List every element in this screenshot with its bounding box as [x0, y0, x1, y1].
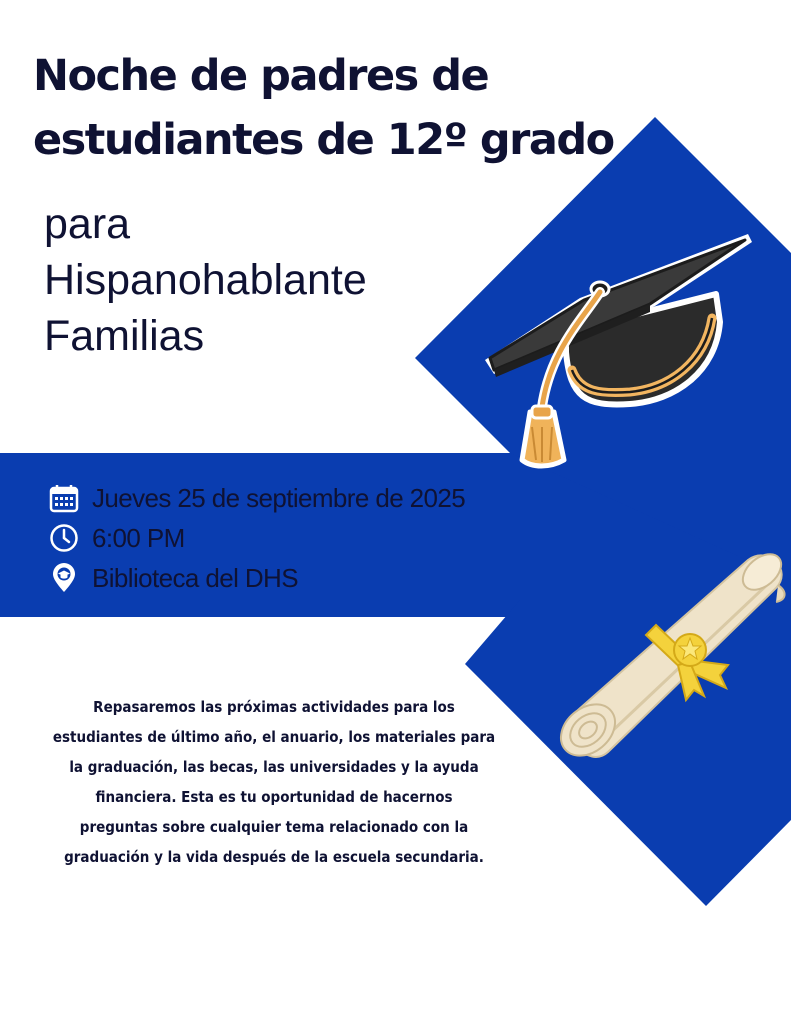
description-line: graduación y la vida después de la escuela secundaria. — [64, 848, 484, 866]
calendar-icon — [48, 482, 80, 514]
description-line: Repasaremos las próximas actividades para los — [93, 698, 455, 716]
graduation-cap-icon — [480, 222, 760, 482]
subtitle-line: para — [44, 200, 131, 248]
event-info — [48, 478, 465, 598]
title-line: Noche de padres de — [33, 51, 489, 101]
clock-icon — [48, 522, 80, 554]
event-location-row — [48, 558, 465, 598]
subtitle-line: Familias — [44, 312, 205, 360]
event-time: 6:00 PM — [92, 522, 185, 553]
diploma-scroll-icon — [548, 530, 788, 770]
title-line: estudiantes de 12º grado — [33, 115, 614, 165]
page-subtitle — [44, 196, 464, 364]
event-description — [28, 692, 520, 872]
description-line: estudiantes de último año, el anuario, los materiales para — [52, 728, 496, 746]
page-title — [33, 44, 673, 172]
event-date-row — [48, 478, 465, 518]
description-line: financiera. Esta es tu oportunidad de hacernos — [95, 788, 453, 806]
location-pin-icon — [48, 562, 80, 594]
event-time-row — [48, 518, 465, 558]
description-line: la graduación, las becas, las universidades y la ayuda — [69, 758, 479, 776]
subtitle-line: Hispanohablante — [44, 256, 367, 304]
event-location: Biblioteca del DHS — [92, 562, 298, 593]
description-line: preguntas sobre cualquier tema relacionado con la — [79, 818, 469, 836]
event-date: Jueves 25 de septiembre de 2025 — [92, 482, 466, 513]
